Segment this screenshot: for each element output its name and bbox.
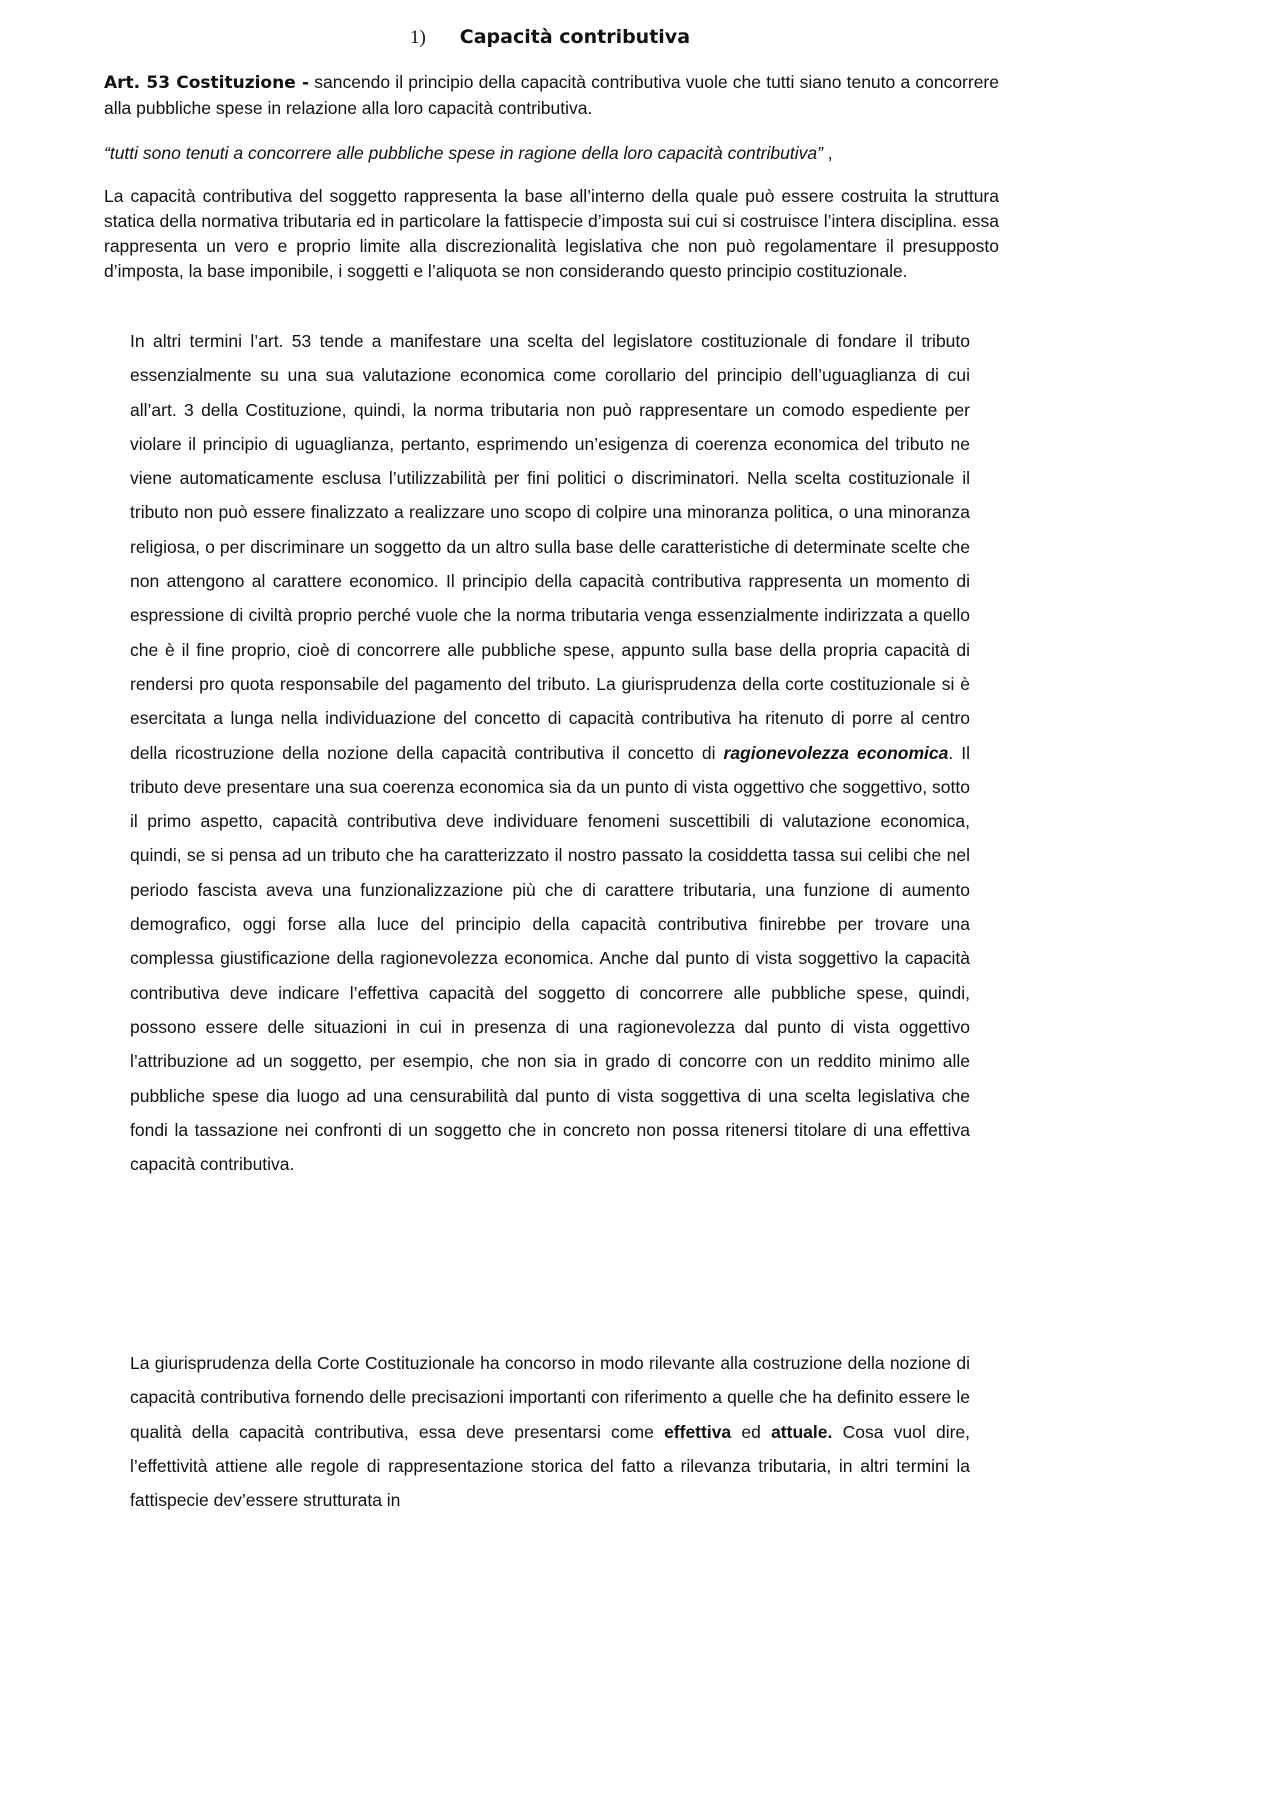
quote-tail: , — [822, 143, 833, 163]
long-paragraph-part1: In altri termini l’art. 53 tende a manifestare una scelta del legislatore costituzionale di fondare il tributo essenzialmente su una sua valutazione economica come corollario del principio dell’uguaglianza di cui all’art. 3 della Costituzione, quindi, la norma tributaria non può rappresentare un comodo espediente per violare il principio di uguaglianza, pertanto, esprimendo un’esigenza di coerenza economica del tributo ne viene automaticamente esclusa l’utilizzabilità per fini politici o discriminatori. Nella scelta costituzionale il tributo non può essere finalizzato a realizzare uno scopo di colpire una minoranza politica, o una minoranza religiosa, o per discriminare un soggetto da un altro sulla base delle caratteristiche di determinate scelte che non attengono al carattere economico. Il principio della capacità contributiva rappresenta un momento di espressione di civiltà proprio perché vuole che la norma tributaria venga essenzialmente indirizzata a quello che è il fine proprio, cioè di concorrere alle pubbliche spese, appunto sulla base della propria capacità di rendersi pro quota responsabile del pagamento del tributo. La giurisprudenza della corte costituzionale si è esercitata a lunga nella individuazione del concetto di capacità contributiva ha ritenuto di porre al centro della ricostruzione della nozione della capacità contributiva il concetto di — [130, 331, 970, 763]
giurisprudenza-part2: Cosa vuol dire, l’effettività attiene alle regole di rappresentazione storica del fatto a rilevanza tributaria, in altri termini la fattispecie dev’essere strutturata in — [130, 1421, 970, 1511]
long-paragraph-part2: . Il tributo deve presentare una sua coerenza economica sia da un punto di vista oggettivo che soggettivo, sotto il primo aspetto, capacità contributiva deve individuare fenomeni suscettibili di valutazione economica, quindi, se si pensa ad un tributo che ha caratterizzato il nostro passato la cosiddetta tassa sui celibi che nel periodo fascista aveva una funzionalizzazione più che di carattere tributaria, una funzione di aumento demografico, oggi forse alla luce del principio della capacità contributiva finirebbe per trovare una complessa giustificazione della ragionevolezza economica. Anche dal punto di vista soggettivo la capacità contributiva deve indicare l’effettiva capacità del soggetto di concorrere alle pubbliche spese, quindi, possono essere delle situazioni in cui in presenza di una ragionevolezza dal punto di vista oggettivo l’attribuzione ad un soggetto, per esempio, che non sia in grado di concorre con un reddito minimo alle pubbliche spese dia luogo ad una censurabilità dal punto di vista soggettiva di una scelta legislativa che fondi la tassazione nei confronti di un soggetto che in concreto non possa ritenersi titolare di una effettiva capacità contributiva. — [130, 742, 970, 1175]
effettiva-emphasis: effettiva — [664, 1421, 732, 1442]
section-number: 1) — [409, 27, 426, 48]
giurisprudenza-mid: ed — [731, 1421, 772, 1442]
attuale-emphasis: attuale. — [771, 1421, 833, 1442]
art-53-text: sancendo il principio della capacità contributiva vuole che tutti siano tenuto a concorrere alla pubbliche spese in relazione alla loro capacità contributiva. — [104, 72, 999, 118]
article-reference: Art. 53 Costituzione - — [104, 73, 310, 93]
quote-paragraph — [104, 141, 999, 166]
long-paragraph — [130, 324, 970, 1181]
ragionevolezza-emphasis: ragionevolezza economica — [723, 742, 949, 763]
giurisprudenza-part1: La giurisprudenza della Corte Costituzionale ha concorso in modo rilevante alla costruzione della nozione di capacità contributiva fornendo delle precisazioni importanti con riferimento a quelle che ha definito essere le qualità della capacità contributiva, essa deve presentarsi come — [130, 1353, 970, 1442]
art-53-paragraph — [104, 70, 999, 121]
giurisprudenza-paragraph — [130, 1346, 970, 1517]
section-title: Capacità contributiva — [459, 26, 691, 48]
base-paragraph: La capacità contributiva del soggetto rappresenta la base all’interno della quale può essere costruita la struttura statica della normativa tributaria ed in particolare la fattispecie d’imposta sui cui si costruisce l’intera disciplina. essa rappresenta un vero e proprio limite alla discrezionalità legislativa che non può regolamentare il presupposto d’imposta, la base imponibile, i soggetti e l’aliquota se non considerando questo principio costituzionale. — [104, 186, 999, 281]
section-heading — [0, 24, 1100, 51]
constitution-quote: “tutti sono tenuti a concorrere alle pubbliche spese in ragione della loro capacità contributiva” — [104, 143, 823, 163]
